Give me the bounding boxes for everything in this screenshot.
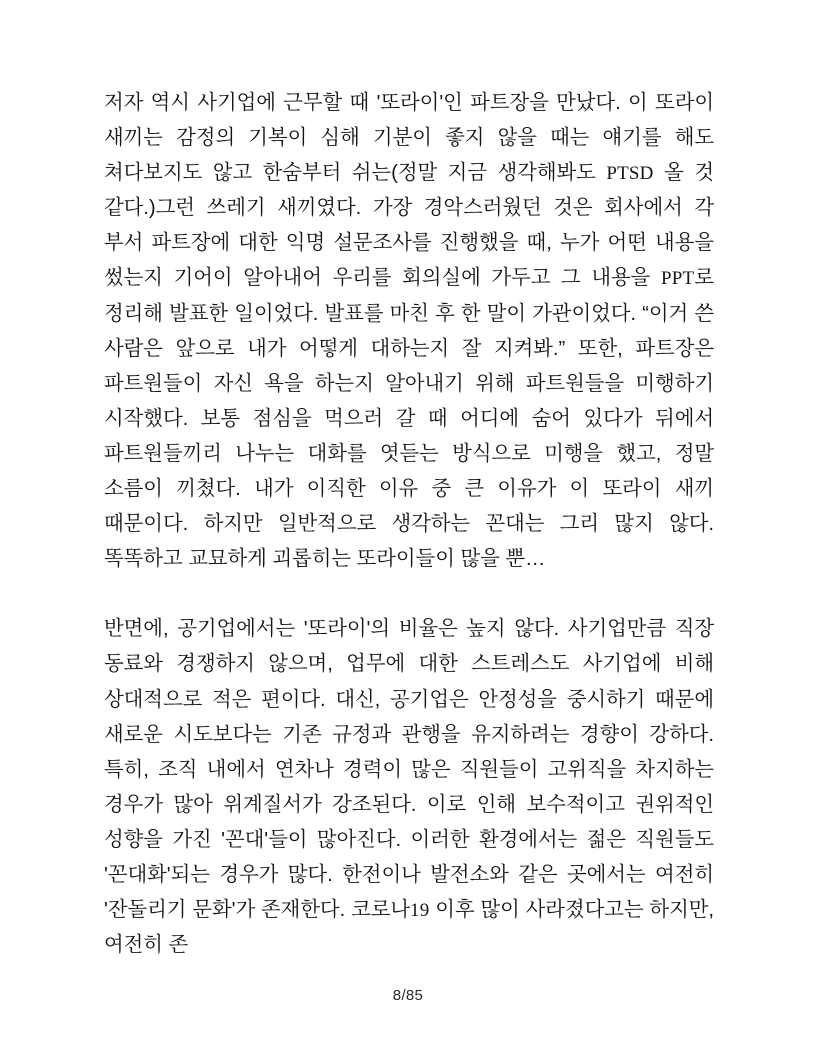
body-paragraph: 저자 역시 사기업에 근무할 때 '또라이'인 파트장을 만났다. 이 또라이 새끼는 감정의 기복이 심해 기분이 좋지 않을 때는 얘기를 해도 쳐다보지도 않고 한숨부터 쉬는(정말 지금 생각해봐도 PTSD 올 것 같다.)그런 쓰레기 새끼였다. 가장 경악스러웠던 것은 회사에서 각 부서 파트장에 대한 익명 설문조사를 진행했을 때, 누가 어떤 내용을 썼는지 기어이 알아내어 우리를 회의실에 가두고 그 내용을 PPT로 정리해 발표한 일이었다. 발표를 마친 후 한 말이 가관이었다. “이거 쓴 사람은 앞으로 내가 어떻게 대하는지 잘 지켜봐.” 또한, 파트장은 파트원들이 자신 욕을 하는지 알아내기 위해 파트원들을 미행하기 시작했다. 보통 점심을 먹으러 갈 때 어디에 숨어 있다가 뒤에서 파트원들끼리 나누는 대화를 엿듣는 방식으로 미행을 했고, 정말 소름이 끼쳤다. 내가 이직한 이유 중 큰 이유가 이 또라이 새끼 때문이다. 하지만 일반적으로 생각하는 꼰대는 그리 많지 않다. 똑똑하고 교묘하게 괴롭히는 또라이들이 많을 뿐… [104, 92, 720, 571]
page-number: 8/85 [392, 987, 424, 1004]
page-footer [0, 986, 816, 1006]
inline-latin-run: PTSD [606, 163, 654, 185]
page-body-text [104, 86, 720, 963]
inline-latin-run: PPT [661, 268, 695, 290]
body-paragraph: 반면에, 공기업에서는 '또라이'의 비율은 높지 않다. 사기업만큼 직장 동료와 경쟁하지 않으며, 업무에 대한 스트레스도 사기업에 비해 상대적으로 적은 편이다. 대신, 공기업은 안정성을 중시하기 때문에 새로운 시도보다는 기존 규정과 관행을 유지하려는 경향이 강하다. 특히, 조직 내에서 연차나 경력이 많은 직원들이 고위직을 차지하는 경우가 많아 위계질서가 강조된다. 이로 인해 보수적이고 권위적인 성향을 가진 '꼰대'들이 많아진다. 이러한 환경에서는 젊은 직원들도 '꼰대화'되는 경우가 많다. 한전이나 발전소와 같은 곳에서는 여전히 '잔돌리기 문화'가 존재한다. 코로나19 이후 많이 사라졌다고는 하지만, 여전히 존 [104, 618, 720, 957]
inline-latin-run: 19 [410, 900, 430, 922]
